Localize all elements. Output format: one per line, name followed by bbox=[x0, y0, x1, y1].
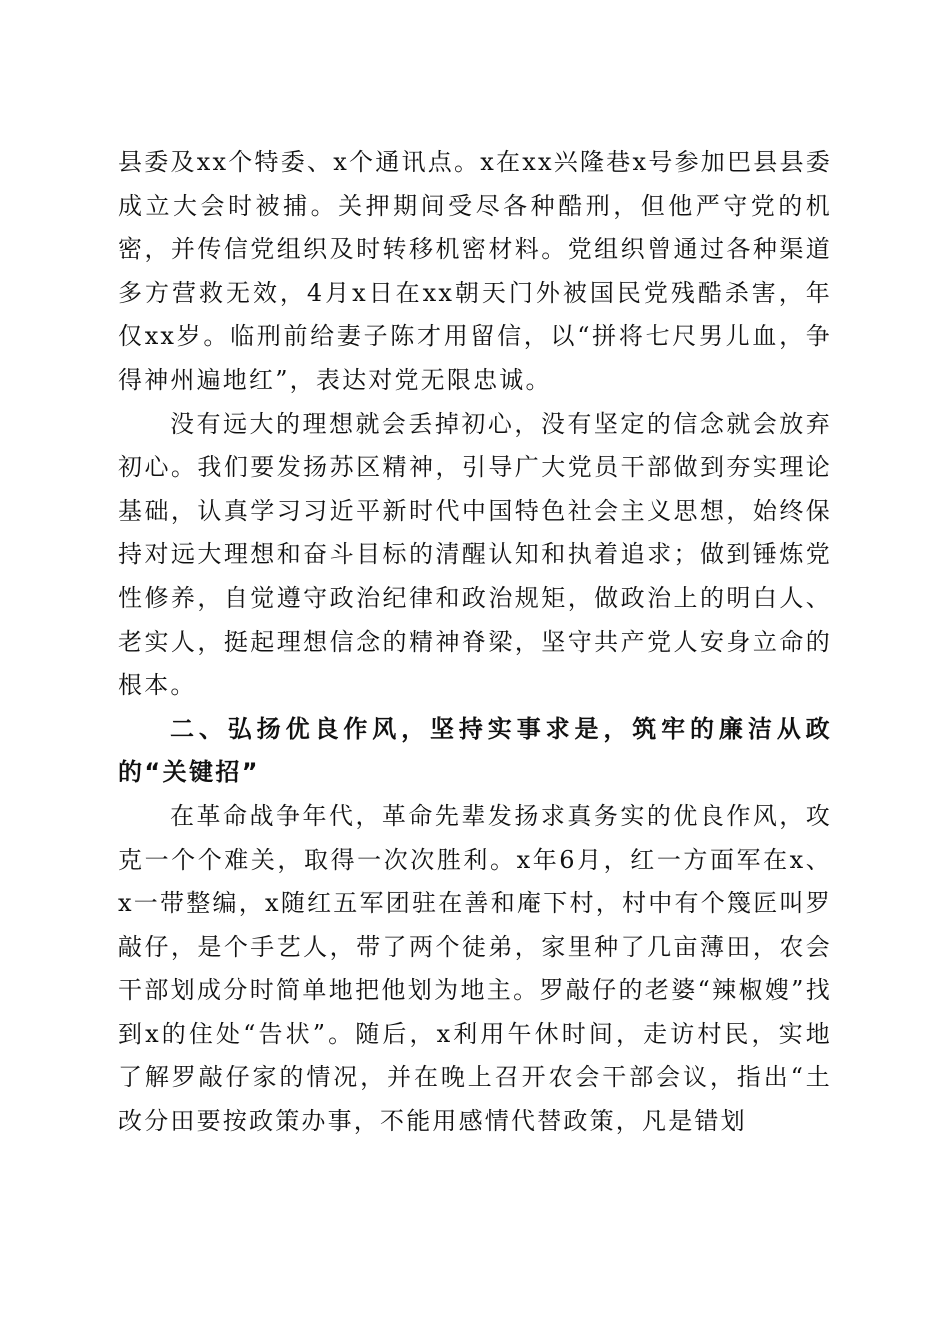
body-paragraph-martyr-story: 县委及xx个特委、x个通讯点。x在xx兴隆巷x号参加巴县县委成立大会时被捕。关押期间受尽各种酷刑，但他严守党的机密，并传信党组织及时转移机密材料。党组织曾通过各种渠道多方营救无效，4月x日在xx朝天门外被国民党残酷杀害，年仅xx岁。临刑前给妻子陈才用留信，以“拼将七尺男儿血，争得神州遍地红”，表达对党无限忠诚。 bbox=[118, 148, 832, 394]
body-paragraph-ideals: 没有远大的理想就会丢掉初心，没有坚定的信念就会放弃初心。我们要发扬苏区精神，引导广大党员干部做到夯实理论基础，认真学习习近平新时代中国特色社会主义思想，始终保持对远大理想和奋斗目标的清醒认知和执着追求；做到锤炼党性修养，自觉遵守政治纪律和政治规矩，做政治上的明白人、老实人，挺起理想信念的精神脊梁，坚守共产党人安身立命的根本。 bbox=[118, 409, 832, 700]
document-page bbox=[118, 141, 832, 1144]
body-paragraph-work-style: 在革命战争年代，革命先辈发扬求真务实的优良作风，攻克一个个难关，取得一次次胜利。x年6月，红一方面军在x、x一带整编，x随红五军团驻在善和庵下村，村中有个篾匠叫罗敲仔，是个手艺人，带了两个徒弟，家里种了几亩薄田，农会干部划成分时简单地把他划为地主。罗敲仔的老婆“辣椒嫂”找到x的住处“告状”。随后，x利用午休时间，走访村民，实地了解罗敲仔家的情况，并在晚上召开农会干部会议，指出“土改分田要按政策办事，不能用感情代替政策，凡是错划 bbox=[118, 801, 832, 1136]
section-heading-2: 二、弘扬优良作风，坚持实事求是，筑牢的廉洁从政的“关键招” bbox=[118, 714, 832, 787]
